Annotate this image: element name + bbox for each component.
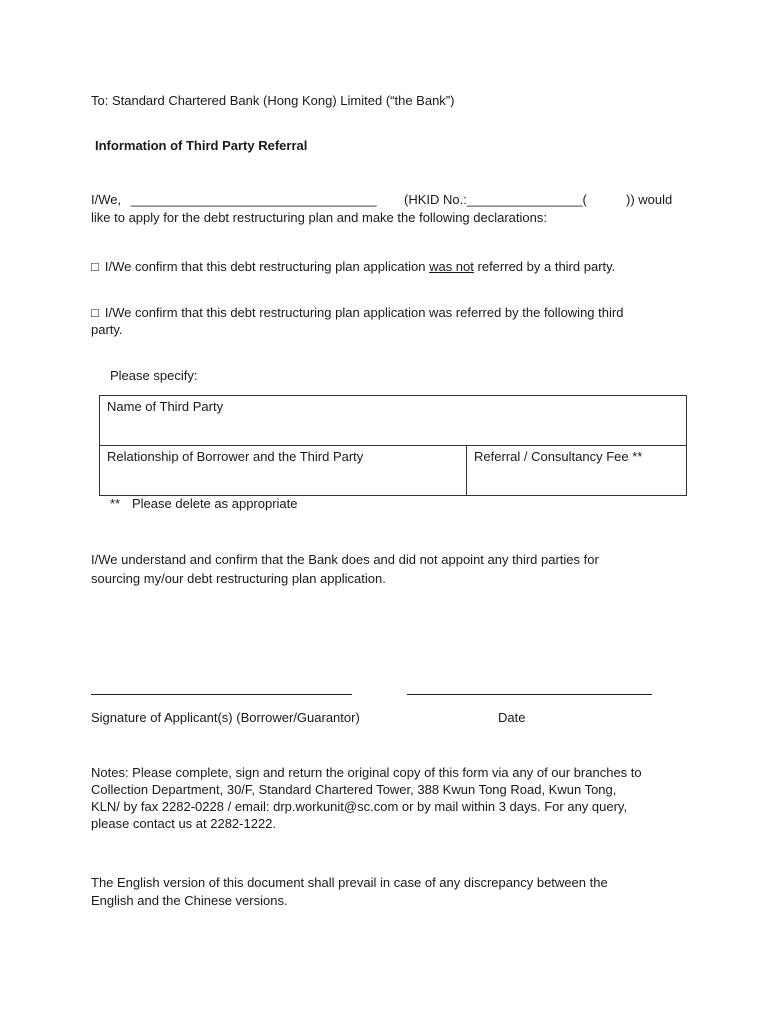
english-version-line-1: The English version of this document shall prevail in case of any discrepancy between the xyxy=(91,875,608,890)
option-1-underlined: was not xyxy=(429,259,474,274)
checkbox-not-referred: □ xyxy=(91,259,99,274)
understanding-line-2: sourcing my/our debt restructuring plan application. xyxy=(91,571,386,586)
name-of-third-party-cell xyxy=(100,396,687,446)
fee-cell xyxy=(467,446,687,496)
addressee: To: Standard Chartered Bank (Hong Kong) Limited (“the Bank”) xyxy=(91,93,455,108)
understanding-line-1: I/We understand and confirm that the Bank does and did not appoint any third parties for xyxy=(91,552,599,567)
form-title: Information of Third Party Referral xyxy=(95,138,308,153)
notes-line-1: Notes: Please complete, sign and return the original copy of this form via any of our branches to xyxy=(91,765,642,780)
date-label: Date xyxy=(498,710,526,725)
option-1-text-after: referred by a third party. xyxy=(477,259,616,274)
signature-label: Signature of Applicant(s) (Borrower/Guarantor) xyxy=(91,710,360,725)
fee-label: Referral / Consultancy Fee ** xyxy=(474,449,643,464)
option-2-text-line-1: I/We confirm that this debt restructuring plan application was referred by the following third xyxy=(104,305,624,320)
english-version-line-2: English and the Chinese versions. xyxy=(91,893,288,908)
option-not-referred xyxy=(91,258,615,276)
notes-line-2: Collection Department, 30/F, Standard Chartered Tower, 388 Kwun Tong Road, Kwun Tong, xyxy=(91,782,617,797)
declaration-line-1-suffix: )) would xyxy=(626,192,673,207)
notes-line-3: KLN/ by fax 2282-0228 / email: drp.workunit@sc.com or by mail within 3 days. For any query, xyxy=(91,799,628,814)
date-line xyxy=(407,694,652,695)
declaration-line-2: like to apply for the debt restructuring plan and make the following declarations: xyxy=(91,210,547,225)
hkid-field: (HKID No.:________________( xyxy=(404,192,587,207)
option-1-text-before: I/We confirm that this debt restructuring plan application xyxy=(104,259,426,274)
notes-line-4: please contact us at 2282-1222. xyxy=(91,816,277,831)
name-of-third-party-label: Name of Third Party xyxy=(107,399,224,414)
signature-line xyxy=(91,694,352,695)
third-party-table xyxy=(99,395,687,496)
declaration-prefix: I/We, xyxy=(91,192,122,207)
footnote-mark: ** xyxy=(110,496,121,511)
checkbox-referred: □ xyxy=(91,305,99,320)
option-referred xyxy=(91,304,623,322)
relationship-label: Relationship of Borrower and the Third Party xyxy=(107,449,364,464)
footnote-text: Please delete as appropriate xyxy=(132,496,298,511)
relationship-cell xyxy=(100,446,467,496)
option-2-text-line-2: party. xyxy=(91,322,123,337)
please-specify-label: Please specify: xyxy=(110,368,198,383)
applicant-name-blank: __________________________________ xyxy=(130,192,377,207)
declaration-line-1 xyxy=(91,191,377,209)
